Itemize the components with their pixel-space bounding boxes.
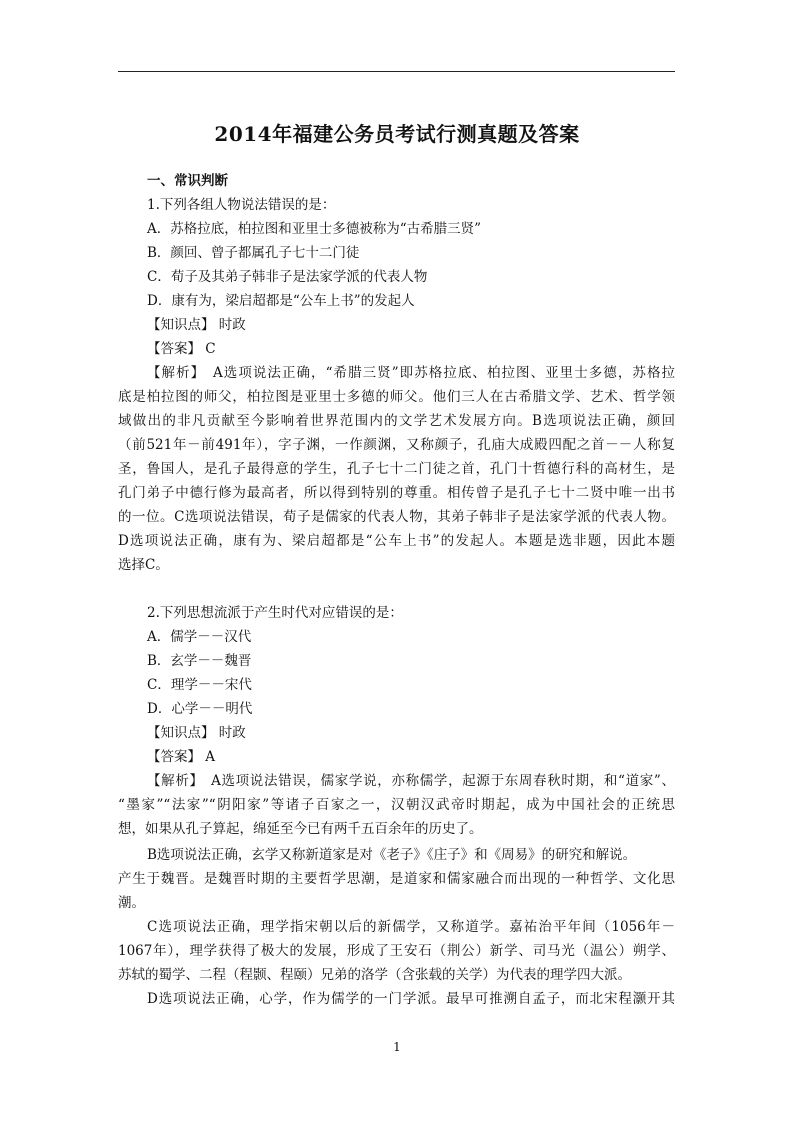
question-2-explanation-line: 想，如果从孔子算起，绵延至今已有两千五百余年的历史了。	[118, 821, 483, 837]
question-1-knowledge-point: 【知识点】 时政	[147, 317, 246, 333]
question-2-option-d: D．心学－－明代	[147, 701, 253, 717]
question-1-explanation-line: 域做出的非凡贡献至今影响着世界范围内的文学艺术发展方向。B选项说法正确，颜回	[118, 413, 675, 429]
question-1-explanation-line: 【解析】 A选项说法正确，“希腊三贤”即苏格拉底、柏拉图、亚里士多德，苏格拉	[147, 365, 675, 381]
question-2-option-b: B．玄学－－魏晋	[147, 653, 252, 669]
document-title: 2014年福建公务员考试行测真题及答案	[214, 122, 580, 146]
question-1-explanation-line: （前521年－前491年），字子渊，一作颜渊，又称颜子，孔庙大成殿四配之首－－人称复	[118, 437, 675, 453]
question-2-option-c: C．理学－－宋代	[147, 677, 252, 693]
question-2-explanation-line: 1067年），理学获得了极大的发展，形成了王安石（荆公）新学、司马光（温公）朔学、	[118, 943, 675, 959]
question-2-option-a: A．儒学－－汉代	[147, 629, 252, 645]
question-2-knowledge-point: 【知识点】 时政	[147, 725, 246, 741]
question-2-explanation-line: 【解析】 A选项说法错误，儒家学说，亦称儒学，起源于东周春秋时期，和“道家”、	[147, 773, 675, 789]
question-1-explanation-line: 圣，鲁国人，是孔子最得意的学生，孔子七十二门徒之首，孔门十哲德行科的高材生，是	[118, 461, 675, 477]
page-number: 1	[393, 1040, 401, 1054]
question-1-answer: 【答案】 C	[147, 341, 216, 357]
question-1-explanation-line: 的一位。C选项说法错误，荀子是儒家的代表人物，其弟子韩非子是法家学派的代表人物。	[118, 509, 675, 525]
question-1-explanation-line: 选择C。	[118, 557, 169, 573]
question-1-stem: 1.下列各组人物说法错误的是：	[147, 197, 336, 213]
question-1-option-b: B．颜回、曾子都属孔子七十二门徒	[147, 245, 360, 261]
question-2-explanation-line: 产生于魏晋。是魏晋时期的主要哲学思潮，是道家和儒家融合而出现的一种哲学、文化思	[118, 871, 675, 887]
question-2-explanation-line: B选项说法正确，玄学又称新道家是对《老子》《庄子》和《周易》的研究和解说。	[147, 847, 637, 863]
question-2-answer: 【答案】 A	[147, 749, 216, 765]
question-1-option-d: D．康有为，梁启超都是“公车上书”的发起人	[147, 293, 415, 309]
section-heading: 一、常识判断	[147, 173, 228, 189]
question-2-explanation-line: D选项说法正确，心学，作为儒学的一门学派。最早可推溯自孟子，而北宋程灏开其	[147, 991, 675, 1007]
question-2-explanation-line: “墨家”“法家”“阴阳家”等诸子百家之一，汉朝汉武帝时期起，成为中国社会的正统思	[118, 797, 675, 813]
question-2-stem: 2.下列思想流派于产生时代对应错误的是：	[147, 605, 403, 621]
question-2-explanation-line: 苏轼的蜀学、二程（程颢、程颐）兄弟的洛学（含张载的关学）为代表的理学四大派。	[118, 967, 631, 983]
question-2-explanation-line: 潮。	[118, 895, 145, 911]
question-1-explanation-line: 底是柏拉图的师父，柏拉图是亚里士多德的师父。他们三人在古希腊文学、艺术、哲学领	[118, 389, 675, 405]
question-1-option-a: A．苏格拉底，柏拉图和亚里士多德被称为“古希腊三贤”	[147, 221, 482, 237]
question-1-option-c: C．荀子及其弟子韩非子是法家学派的代表人物	[147, 269, 428, 285]
question-2-explanation-line: C选项说法正确，理学指宋朝以后的新儒学，又称道学。嘉祐治平年间（1056年－	[147, 919, 675, 935]
question-1-explanation-line: 孔门弟子中德行修为最高者，所以得到特别的尊重。相传曾子是孔子七十二贤中唯一出书	[118, 485, 675, 501]
question-1-explanation-line: D选项说法正确，康有为、梁启超都是“公车上书”的发起人。本题是选非题，因此本题	[118, 533, 675, 549]
